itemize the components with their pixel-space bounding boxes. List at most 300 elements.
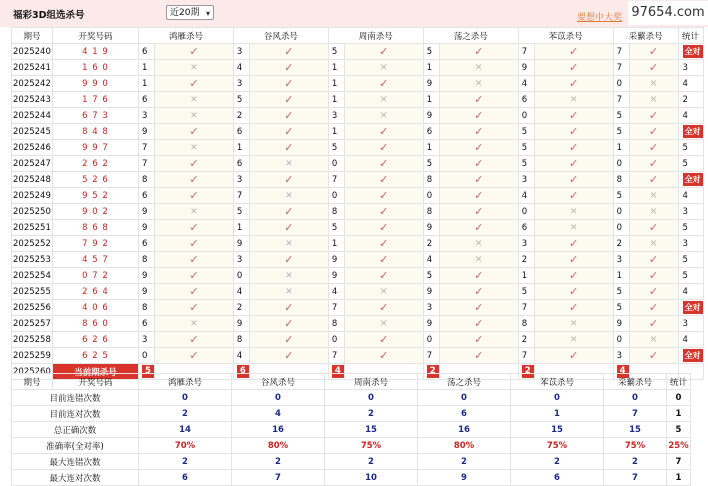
check-icon: ✓ [284,109,294,122]
stats-body [12,374,691,486]
stats-value-cell: 80% [418,438,511,454]
result-cell [344,188,423,204]
cross-icon: ✕ [649,94,658,105]
draw-number-cell: 9 9 7 [53,140,139,156]
result-cell [439,220,518,236]
period-select-value: 近20期 [170,8,200,18]
result-cell [629,44,678,60]
check-icon: ✓ [189,157,199,170]
check-icon: ✓ [189,45,199,58]
result-cell [344,124,423,140]
kill-number-cell: 7 [139,156,155,172]
result-cell [534,204,613,220]
result-cell [534,140,613,156]
cross-icon: ✕ [569,318,578,329]
stats-header-cell: 统计 [667,374,691,390]
stats-header-cell: 采蘩杀号 [604,374,667,390]
draw-number-cell: 8 4 8 [53,124,139,140]
kill-number-cell: 3 [613,252,629,268]
current-kill-number: 2 [522,365,534,378]
stat-count: 5 [682,254,688,265]
check-icon: ✓ [474,317,484,330]
cross-icon: ✕ [285,158,293,169]
check-icon: ✓ [474,333,484,346]
chevron-down-icon: ▾ [205,9,210,18]
check-icon: ✓ [189,173,199,186]
table-row [12,60,704,76]
result-cell [629,268,678,284]
result-cell [154,204,233,220]
check-icon: ✓ [189,77,199,90]
check-icon: ✓ [189,285,199,298]
draw-number-cell: 4 5 7 [53,252,139,268]
kill-number-cell: 2 [233,300,249,316]
issue-cell: 2025240 [12,44,53,60]
issue-cell: 2025249 [12,188,53,204]
kill-number-cell: 9 [328,268,344,284]
stats-value-cell: 6 [139,470,232,486]
result-cell [344,220,423,236]
result-cell [249,60,328,76]
check-icon: ✓ [648,109,659,122]
check-icon: ✓ [379,237,389,250]
kill-number-cell: 0 [328,332,344,348]
check-icon: ✓ [189,125,199,138]
stats-row [12,470,691,486]
kill-number-cell: 5 [233,92,249,108]
stat-count: 4 [682,110,688,121]
draw-number-cell: 9 0 2 [53,204,139,220]
check-icon: ✓ [379,221,389,234]
result-cell [534,44,613,60]
check-icon: ✓ [379,45,389,58]
kill-number-cell: 9 [423,284,439,300]
kill-number-cell: 1 [328,76,344,92]
check-icon: ✓ [648,269,659,282]
table-row [12,252,704,268]
issue-cell: 2025248 [12,172,53,188]
kill-number-cell: 7 [328,172,344,188]
stat-count: 3 [682,206,688,217]
check-icon: ✓ [189,333,199,346]
stats-value-cell: 6 [418,406,511,422]
result-cell [439,108,518,124]
result-cell [249,300,328,316]
kill-number-cell: 0 [328,156,344,172]
stats-header-cell: 鸿雁杀号 [139,374,232,390]
kill-number-cell: 9 [518,60,534,76]
result-cell [629,76,678,92]
result-cell [629,348,678,364]
kill-number-cell: 4 [233,348,249,364]
check-icon: ✓ [569,157,579,170]
check-icon: ✓ [569,349,579,362]
stats-value-cell: 10 [325,470,418,486]
stat-cell [678,300,703,316]
kill-number-cell: 8 [139,252,155,268]
result-cell [154,268,233,284]
result-cell [154,316,233,332]
kill-number-cell: 7 [233,188,249,204]
result-cell [629,108,678,124]
kill-number-cell: 8 [328,204,344,220]
kill-number-cell: 4 [518,76,534,92]
kill-number-cell: 5 [423,268,439,284]
stats-value-cell: 2 [139,406,232,422]
cross-icon: ✕ [190,142,198,153]
result-cell [629,284,678,300]
check-icon: ✓ [648,61,659,74]
issue-cell: 2025252 [12,236,53,252]
check-icon: ✓ [569,109,579,122]
cross-icon: ✕ [474,238,483,249]
kill-number-cell: 5 [613,188,629,204]
result-cell [629,140,678,156]
col-draw: 开奖号码 [53,28,139,44]
check-icon: ✓ [474,189,484,202]
stat-count: 3 [682,238,688,249]
stats-value-cell: 9 [418,470,511,486]
check-icon: ✓ [379,349,389,362]
table-row [12,316,704,332]
stat-count: 4 [682,190,688,201]
kill-number-cell: 6 [233,124,249,140]
kill-number-cell: 3 [233,76,249,92]
result-cell [344,140,423,156]
result-cell [344,172,423,188]
check-icon: ✓ [379,189,389,202]
current-issue-cell: 2025260 [12,364,53,380]
all-correct-badge: 全对 [684,175,701,184]
check-icon: ✓ [379,253,389,266]
stats-value-cell: 7 [232,470,325,486]
period-select[interactable] [166,5,214,20]
kill-number-cell: 0 [613,332,629,348]
kill-number-cell: 5 [613,300,629,316]
stats-value-cell: 2 [325,406,418,422]
stats-header-cell: 期号 [12,374,53,390]
kill-number-cell: 5 [328,220,344,236]
cross-icon: ✕ [379,286,388,297]
draw-number-cell: 4 1 9 [53,44,139,60]
check-icon: ✓ [569,77,579,90]
kill-number-cell: 4 [233,60,249,76]
col-stat: 统计 [678,28,703,44]
kill-number-cell: 3 [233,44,249,60]
kill-number-cell: 1 [518,268,534,284]
kill-number-cell: 3 [233,252,249,268]
result-cell [534,332,613,348]
draw-number-cell: 6 7 3 [53,108,139,124]
result-cell [249,108,328,124]
result-cell [629,316,678,332]
check-icon: ✓ [189,237,199,250]
cross-icon: ✕ [285,238,293,249]
current-kill-number: 4 [617,365,629,378]
kill-number-cell: 2 [518,332,534,348]
cross-icon: ✕ [649,334,658,345]
result-cell [249,76,328,92]
table-row [12,284,704,300]
stat-count: 5 [682,270,688,281]
kill-number-cell: 5 [423,44,439,60]
result-cell [249,156,328,172]
check-icon: ✓ [474,157,484,170]
kill-number-cell: 7 [328,300,344,316]
check-icon: ✓ [648,317,659,330]
result-cell [344,348,423,364]
col-method-5: 苯苡杀号 [518,28,613,44]
all-correct-badge: 全对 [684,47,701,56]
kill-number-cell: 3 [139,332,155,348]
check-icon: ✓ [189,221,199,234]
kill-number-cell: 9 [233,236,249,252]
check-icon: ✓ [569,301,579,314]
check-icon: ✓ [474,205,484,218]
kill-number-cell: 7 [139,140,155,156]
kill-number-cell: 6 [518,220,534,236]
result-cell [154,92,233,108]
check-icon: ✓ [569,285,579,298]
stats-label-cell: 总正确次数 [12,422,139,438]
kill-number-cell: 8 [423,204,439,220]
result-cell [439,188,518,204]
result-cell [344,60,423,76]
result-cell [534,236,613,252]
stat-count: 3 [682,318,688,329]
issue-cell: 2025259 [12,348,53,364]
result-cell [154,156,233,172]
kill-number-cell: 9 [233,316,249,332]
kill-number-cell: 5 [233,204,249,220]
kill-number-cell: 1 [233,140,249,156]
result-cell [534,172,613,188]
check-icon: ✓ [284,349,294,362]
current-kill-number: 2 [427,365,439,378]
check-icon: ✓ [379,77,389,90]
kill-number-cell: 9 [139,220,155,236]
kill-number-cell: 9 [423,316,439,332]
check-icon: ✓ [284,45,294,58]
draw-number-cell: 0 7 2 [53,268,139,284]
kill-number-cell: 2 [423,236,439,252]
cross-icon: ✕ [190,62,198,73]
cross-icon: ✕ [569,222,578,233]
stat-cell [678,172,703,188]
check-icon: ✓ [379,141,389,154]
result-cell [344,204,423,220]
kill-number-cell: 0 [518,204,534,220]
table-header-row [12,28,704,44]
check-icon: ✓ [379,269,389,282]
kill-number-cell: 7 [518,348,534,364]
draw-number-cell: 2 6 4 [53,284,139,300]
draw-number-cell: 8 6 8 [53,220,139,236]
issue-cell: 2025242 [12,76,53,92]
kill-number-cell: 5 [328,44,344,60]
check-icon: ✓ [189,269,199,282]
check-icon: ✓ [569,173,579,186]
check-icon: ✓ [569,189,579,202]
stat-count: 4 [682,78,688,89]
result-cell [534,156,613,172]
table-row [12,44,704,60]
stat-cell [678,108,703,124]
kill-number-cell: 5 [613,124,629,140]
result-cell [249,188,328,204]
cross-icon: ✕ [285,270,293,281]
kill-number-cell: 9 [139,284,155,300]
issue-cell: 2025243 [12,92,53,108]
kill-number-cell: 6 [139,236,155,252]
draw-number-cell: 2 6 2 [53,156,139,172]
kill-number-cell: 4 [328,284,344,300]
kill-number-cell: 9 [139,268,155,284]
stats-value-cell: 2 [325,454,418,470]
stats-value-cell: 7 [604,470,667,486]
result-cell [249,348,328,364]
kill-number-cell: 3 [139,108,155,124]
stats-header-cell: 周南杀号 [325,374,418,390]
promo-link[interactable]: 要想中大奖 [577,13,623,23]
result-cell [534,268,613,284]
stat-count: 3 [682,62,688,73]
cross-icon: ✕ [190,206,198,217]
stats-value-cell: 75% [511,438,604,454]
stats-value-cell: 16 [232,422,325,438]
stat-cell [678,124,703,140]
stats-value-cell: 0 [511,390,604,406]
result-cell [439,44,518,60]
kill-number-cell: 6 [139,44,155,60]
result-cell [154,236,233,252]
table-row [12,332,704,348]
result-cell [154,140,233,156]
check-icon: ✓ [569,237,579,250]
col-method-3: 周南杀号 [328,28,423,44]
kill-number-cell: 1 [328,236,344,252]
kill-number-cell: 8 [328,316,344,332]
result-cell [534,316,613,332]
stat-count: 4 [682,334,688,345]
stats-value-cell: 7 [667,454,691,470]
result-cell [439,284,518,300]
result-cell [439,156,518,172]
table-row [12,236,704,252]
kill-number-cell: 1 [328,124,344,140]
result-cell [344,236,423,252]
result-cell [154,188,233,204]
kill-number-cell: 1 [423,92,439,108]
cross-icon: ✕ [649,238,658,249]
kill-number-cell: 3 [518,236,534,252]
issue-cell: 2025250 [12,204,53,220]
kill-number-cell: 6 [423,124,439,140]
stats-header-cell: 苯苡杀号 [511,374,604,390]
result-cell [629,124,678,140]
result-cell [439,316,518,332]
issue-cell: 2025257 [12,316,53,332]
kill-number-cell: 9 [423,220,439,236]
result-cell [534,124,613,140]
result-cell [534,252,613,268]
kill-number-table [11,27,704,380]
stat-cell [678,92,703,108]
stats-header-cell: 开奖号码 [53,374,139,390]
issue-cell: 2025245 [12,124,53,140]
check-icon: ✓ [284,333,294,346]
result-cell [439,92,518,108]
stats-value-cell: 16 [418,422,511,438]
kill-number-cell: 3 [613,348,629,364]
check-icon: ✓ [569,141,579,154]
stats-value-cell: 0 [418,390,511,406]
result-cell [249,204,328,220]
table-body [12,44,704,380]
stat-cell [678,236,703,252]
stats-value-cell: 2 [511,454,604,470]
kill-number-cell: 3 [328,108,344,124]
result-cell [249,92,328,108]
result-cell [629,220,678,236]
cross-icon: ✕ [190,110,198,121]
table-row [12,92,704,108]
result-cell [439,172,518,188]
result-cell [534,284,613,300]
cross-icon: ✕ [379,110,388,121]
result-cell [629,92,678,108]
check-icon: ✓ [284,301,294,314]
issue-cell: 2025254 [12,268,53,284]
draw-number-cell: 5 2 6 [53,172,139,188]
issue-cell: 2025241 [12,60,53,76]
stats-value-cell: 2 [232,454,325,470]
cross-icon: ✕ [569,94,578,105]
kill-number-cell: 1 [423,140,439,156]
result-cell [344,316,423,332]
stats-value-cell: 25% [667,438,691,454]
cross-icon: ✕ [379,62,388,73]
result-cell [629,252,678,268]
stats-value-cell: 70% [139,438,232,454]
result-cell [154,300,233,316]
cross-icon: ✕ [649,190,658,201]
kill-number-cell: 0 [328,188,344,204]
check-icon: ✓ [569,253,579,266]
result-cell [439,60,518,76]
result-cell [534,60,613,76]
result-cell [154,348,233,364]
table-row [12,300,704,316]
stat-count: 4 [682,286,688,297]
check-icon: ✓ [379,173,389,186]
stat-cell [678,348,703,364]
result-cell [439,124,518,140]
result-cell [154,172,233,188]
kill-number-cell: 0 [613,204,629,220]
table-row [12,188,704,204]
stat-count: 5 [682,222,688,233]
check-icon: ✓ [648,45,659,58]
result-cell [629,172,678,188]
kill-number-cell: 6 [139,188,155,204]
kill-number-cell: 9 [139,204,155,220]
stat-cell [678,76,703,92]
cross-icon: ✕ [474,78,483,89]
stats-value-cell: 15 [325,422,418,438]
check-icon: ✓ [284,141,294,154]
result-cell [439,268,518,284]
